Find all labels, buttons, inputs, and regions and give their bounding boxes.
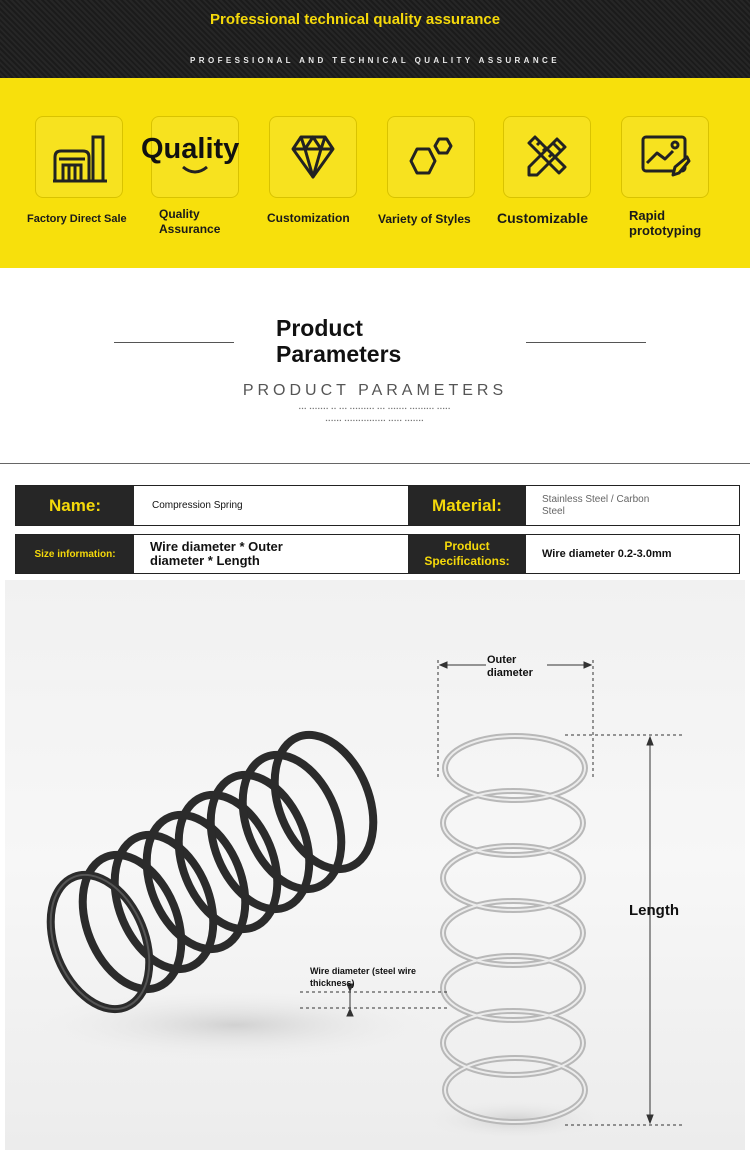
wire-diameter-label: Wire diameter (steel wire thickness) bbox=[310, 966, 416, 988]
feature-label-prototyping: Rapid prototyping bbox=[629, 208, 702, 238]
param-row-name-material bbox=[15, 485, 740, 526]
banner-subtitle: PROFESSIONAL AND TECHNICAL QUALITY ASSURANCE bbox=[190, 56, 560, 65]
feature-box-customizable bbox=[503, 116, 591, 198]
feature-box-prototyping bbox=[621, 116, 709, 198]
decorative-microtext-2: ▪▪▪▪▪▪ ▪▪▪▪▪▪▪▪▪▪▪▪▪▪▪ ▪▪▪▪▪ ▪▪▪▪▪▪▪ bbox=[325, 418, 425, 424]
spring-illustration bbox=[5, 580, 745, 1150]
feature-box-styles bbox=[387, 116, 475, 198]
feature-label-factory: Factory Direct Sale bbox=[27, 213, 127, 225]
param-row-size-spec bbox=[15, 534, 740, 574]
size-value: Wire diameter * Outer diameter * Length bbox=[150, 539, 283, 568]
feature-label-customizable: Customizable bbox=[497, 210, 589, 226]
feature-box-factory bbox=[35, 116, 123, 198]
features-band bbox=[0, 78, 750, 268]
section-separator bbox=[0, 463, 750, 464]
top-banner bbox=[0, 0, 750, 78]
section-subtitle: PRODUCT PARAMETERS bbox=[242, 382, 508, 399]
spec-label: Product Specifications: bbox=[408, 535, 526, 573]
decorative-microtext-1: ▪▪▪ ▪▪▪▪▪▪▪ ▪▪ ▪▪▪ ▪▪▪▪▪▪▪▪▪ ▪▪▪ ▪▪▪▪▪▪▪ ▪▪▪▪▪▪▪▪▪ ▪▪▪▪▪ bbox=[298, 406, 452, 412]
spring-photo-area bbox=[5, 580, 745, 1150]
image-edit-icon bbox=[635, 127, 695, 187]
factory-icon bbox=[49, 127, 109, 187]
diamond-icon bbox=[285, 129, 341, 185]
feature-label-styles: Variety of Styles bbox=[378, 212, 471, 226]
length-label: Length bbox=[629, 902, 679, 919]
feature-box-customization bbox=[269, 116, 357, 198]
material-label: Material: bbox=[408, 486, 526, 525]
spec-value: Wire diameter 0.2-3.0mm bbox=[542, 548, 672, 560]
material-value: Stainless Steel / Carbon Steel bbox=[542, 493, 650, 517]
size-label: Size information: bbox=[16, 535, 134, 573]
feature-label-customization: Customization bbox=[267, 211, 350, 225]
feature-label-quality: Quality Assurance bbox=[159, 207, 221, 236]
hexagon-icon bbox=[401, 127, 461, 187]
banner-title: Professional technical quality assurance bbox=[210, 11, 501, 28]
section-title bbox=[276, 315, 401, 367]
name-value: Compression Spring bbox=[152, 499, 243, 511]
header-divider-left bbox=[114, 342, 234, 343]
outer-diameter-label: Outer diameter bbox=[487, 654, 533, 679]
header-divider-right bbox=[526, 342, 646, 343]
quality-overlay-text: Quality bbox=[141, 133, 240, 165]
name-label: Name: bbox=[16, 486, 134, 525]
pencil-ruler-icon bbox=[519, 129, 575, 185]
section-title-line2: Parameters bbox=[276, 341, 402, 367]
section-title-line1: Product bbox=[276, 315, 363, 341]
